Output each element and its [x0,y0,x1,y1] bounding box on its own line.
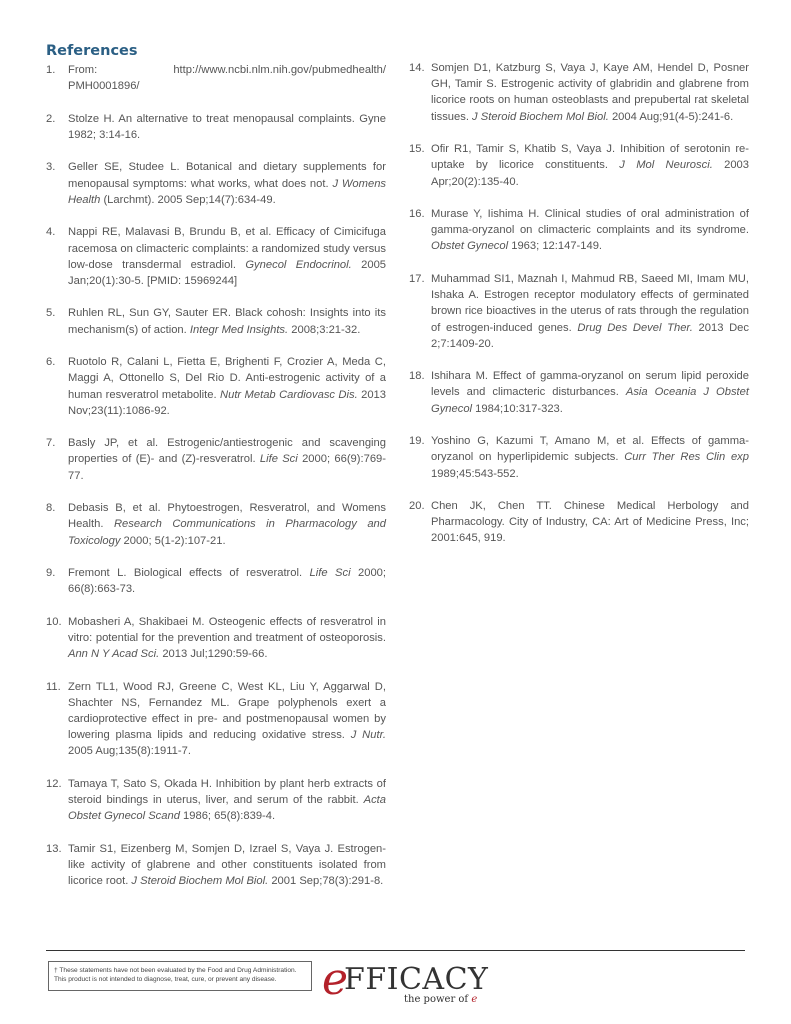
reference-number: 8. [46,502,56,515]
reference-number: 2. [46,112,56,125]
reference-text [68,565,386,597]
reference-journal: J Steroid Biochem Mol Biol. [131,875,269,888]
reference-item [46,111,386,143]
reference-journal: Integr Med Insights. [189,323,289,336]
reference-number: 16. [409,208,425,221]
reference-journal: Curr Ther Res Clin exp [624,451,749,464]
reference-authors-title: Zern TL1, Wood RJ, Greene C, West KL, Liu Y, Aggarwal D, Shachter NS, Fernandez ML. Grape polyphenols exert a cardioprotective effect in pre- and postmenopausal women by lowering plasma lipids and reducing oxidative stress. [68,680,386,742]
footer-divider [46,950,745,951]
reference-journal: Life Sci [309,567,351,580]
references-heading: References [46,43,138,59]
reference-authors-title: Ishihara M. Effect of gamma-oryzanol on serum lipid peroxide levels and climacteric disturbances. [431,370,749,399]
reference-citation: 2003 Apr;20(2):135-40. [431,159,749,188]
efficacy-logo [322,954,489,1008]
reference-authors-title: Stolze H. An alternative to treat menopausal complaints. Gyne 1982; 3:14-16. [68,112,386,141]
reference-text [68,614,386,663]
reference-text [68,224,386,289]
reference-text [68,841,386,890]
reference-authors-title: Fremont L. Biological effects of resveratrol. [68,567,310,580]
reference-authors-title: Muhammad SI1, Maznah I, Mahmud RB, Saeed MI, Imam MU, Ishaka A. Estrogen receptor modulatory effects of germinated brown rice bioactives in the uterus of rats through the regulation of estrogen-induced genes. [431,272,749,334]
reference-text [431,206,749,255]
reference-number: 9. [46,567,56,580]
reference-text [431,271,749,352]
reference-text [431,433,749,482]
reference-citation: 2013 Dec 2;7:1409-20. [431,321,749,350]
reference-journal: Drug Des Devel Ther. [577,321,693,334]
reference-authors-title: Somjen D1, Katzburg S, Vaya J, Kaye AM, Hendel D, Posner GH, Tamir S. Estrogenic activity of glabridin and glabrene from licorice roots on human osteoblasts and prepubertal rat skeletal tissues. [431,62,749,123]
reference-citation: 1986; 65(8):839-4. [179,810,276,823]
reference-number: 20. [409,500,425,513]
reference-journal: Research Communications in Pharmacology and Toxicology [68,518,387,547]
reference-authors-title: Tamaya T, Sato S, Okada H. Inhibition by plant herb extracts of steroid bindings in uterus, liver, and serum of the rabbit. [68,777,386,807]
reference-journal: Asia Oceania J Obstet Gynecol [431,386,749,415]
reference-item [46,776,386,825]
reference-text [68,159,386,208]
reference-item [409,60,749,125]
reference-journal: Gynecol Endocrinol. [245,258,352,271]
logo-initial: e [322,954,349,1005]
logo-tagline-text: the power of [404,994,469,1005]
reference-item [409,206,749,255]
reference-authors-title: Basly JP, et al. Estrogenic/antiestrogenic and scavenging properties of (E)- and (Z)-resveratrol. [68,437,386,466]
reference-text [68,305,386,337]
reference-item [46,354,386,419]
reference-number: 13. [46,842,62,855]
reference-journal: Nutr Metab Cardiovasc Dis. [220,388,358,401]
reference-item [409,368,749,417]
fda-disclaimer: † These statements have not been evaluated by the Food and Drug Administration. This product is not intended to diagnose, treat, cure, or prevent any disease. [48,961,312,991]
reference-journal: Ann N Y Acad Sci. [68,648,160,661]
logo-tag-mark: e [471,994,478,1005]
references-column-right [409,60,749,563]
reference-journal: J Womens Health [68,177,387,206]
reference-number: 10. [46,615,62,628]
reference-item [46,305,386,337]
reference-number: 4. [46,226,56,239]
reference-authors-title: Geller SE, Studee L. Botanical and dietary supplements for menopausal symptoms: what works, what does not. [68,161,386,190]
reference-number: 6. [46,356,56,369]
reference-citation: 2000; 66(8):663-73. [68,567,387,596]
reference-authors-title: Ruotolo R, Calani L, Fietta E, Brighenti F, Crozier A, Meda C, Maggi A, Ottonello S, Del Rio D. Anti-estrogenic activity of a human resveratrol metabolite. [68,356,386,401]
reference-citation: 2013 Nov;23(11):1086-92. [68,388,387,417]
reference-text [431,498,749,547]
reference-number: 7. [46,437,56,450]
reference-journal: J Mol Neurosci. [619,159,713,172]
reference-number: 18. [409,370,425,383]
reference-authors-title: Yoshino G, Kazumi T, Amano M, et al. Effects of gamma-oryzanol on hyperlipidemic subjects. [431,435,749,464]
reference-number: 3. [46,161,56,174]
reference-number: 17. [409,272,425,285]
reference-item [46,62,386,94]
reference-authors-title: Tamir S1, Eizenberg M, Somjen D, Izrael S, Vaya J. Estrogen-like activity of glabrene and other constituents isolated from licorice root. [68,842,386,888]
reference-citation: 2008;3:21-32. [288,323,361,336]
reference-item [46,435,386,484]
reference-item [46,224,386,289]
reference-citation: 2001 Sep;78(3):291-8. [268,875,384,888]
reference-number: 5. [46,307,56,320]
reference-item [409,433,749,482]
reference-citation: 2004 Aug;91(4-5):241-6. [608,110,734,123]
reference-item [46,614,386,663]
reference-authors-title: Ruhlen RL, Sun GY, Sauter ER. Black cohosh: Insights into its mechanism(s) of action. [68,307,386,336]
reference-text [68,62,386,94]
reference-number: 19. [409,435,425,448]
reference-item [409,271,749,352]
reference-authors-title: Ofir R1, Tamir S, Khatib S, Vaya J. Inhibition of serotonin re-uptake by licorice constituents. [431,143,749,172]
reference-text [68,111,386,143]
reference-item [409,498,749,547]
reference-citation: 1989;45:543-552. [431,467,519,480]
reference-item [46,500,386,549]
reference-journal: J Nutr. [350,729,386,742]
reference-text [68,500,386,549]
reference-item [46,565,386,597]
reference-text [68,679,386,760]
reference-journal: J Steroid Biochem Mol Biol. [472,110,609,123]
reference-number: 1. [46,64,56,76]
reference-citation: 1963; 12:147-149. [508,240,603,253]
reference-citation: 2013 Jul;1290:59-66. [159,648,268,661]
reference-number: 11. [46,680,61,693]
logo-word: FFICACY [344,962,489,997]
reference-authors-title: Murase Y, Iishima H. Clinical studies of oral administration of gamma-oryzanol on climacteric complaints and its syndrome. [431,208,749,237]
reference-item [46,679,386,760]
reference-authors-title: Chen JK, Chen TT. Chinese Medical Herbology and Pharmacology. City of Industry, CA: Art of Medicine Press, Inc; 2001:645, 919. [431,500,749,545]
reference-item [409,141,749,190]
references-column-left [46,62,386,906]
reference-citation: 2005 Aug;135(8):1911-7. [68,745,191,758]
reference-item [46,159,386,208]
reference-text [68,354,386,419]
reference-authors-title: Mobasheri A, Shakibaei M. Osteogenic effects of resveratrol in vitro: potential for the prevention and treatment of osteoporosis. [68,615,386,644]
reference-journal: Acta Obstet Gynecol Scand [68,794,386,823]
logo-tagline [404,994,477,1005]
reference-citation: 2000; 66(9):769-77. [68,453,386,482]
reference-authors-title: Nappi RE, Malavasi B, Brundu B, et al. Efficacy of Cimicifuga racemosa on climacteric complaints: a randomized study versus low-dose transdermal estradiol. [68,226,386,271]
reference-text [68,435,386,484]
reference-text [431,141,749,190]
reference-journal: Life Sci [259,453,298,466]
reference-text [431,60,749,125]
reference-text [68,776,386,825]
reference-number: 12. [46,777,62,790]
reference-citation: 1984;10:317-323. [472,402,563,415]
reference-citation: (Larchmt). 2005 Sep;14(7):634-49. [100,193,276,206]
reference-text [431,368,749,417]
reference-item [46,841,386,890]
reference-authors-title: From: http://www.ncbi.nlm.nih.gov/pubmedhealth/ PMH0001896/ [68,64,386,93]
reference-number: 14. [409,62,425,74]
reference-journal: Obstet Gynecol [431,240,509,253]
reference-citation: 2005 Jan;20(1):30-5. [PMID: 15969244] [68,258,387,287]
reference-authors-title: Debasis B, et al. Phytoestrogen, Resveratrol, and Womens Health. [68,502,386,531]
reference-number: 15. [409,143,425,156]
reference-citation: 2000; 5(1-2):107-21. [120,534,226,547]
